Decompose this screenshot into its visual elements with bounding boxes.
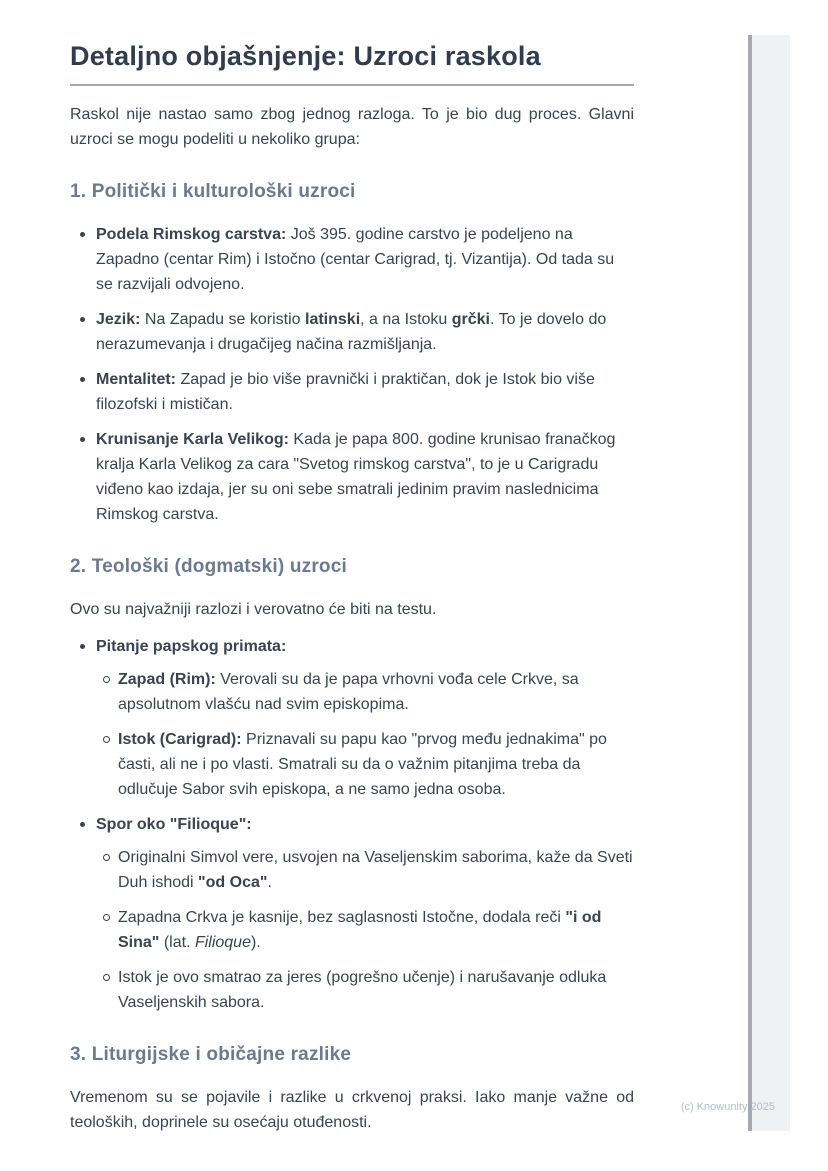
- bullet-shape: [80, 377, 85, 382]
- text-run: ).: [250, 934, 261, 951]
- list-item-text: [96, 634, 634, 802]
- circle-bullet-icon: [103, 845, 118, 895]
- bullet-shape: [80, 437, 85, 442]
- list-item-text: [118, 905, 634, 955]
- bullet-list: [70, 222, 634, 527]
- text-run: Još 395. godine carstvo je podeljeno na Zapadno (centar Rim) i Istočno (centar Carigrad, tj. Vizantija). Od tada su se razvijali odvojeno.: [96, 226, 615, 293]
- disc-bullet-icon: [80, 812, 96, 1015]
- text-run: Ovo su najvažniji razlozi i verovatno će biti na testu.: [70, 601, 437, 618]
- paragraph: [70, 102, 634, 152]
- text-run: Pitanje papskog primata:: [96, 638, 287, 655]
- page-edge-bar: [748, 35, 790, 1131]
- text-run: . To je dovelo do nerazumevanja i drugačijeg načina razmišljanja.: [96, 311, 607, 353]
- text-run: Spor oko "Filioque":: [96, 816, 252, 833]
- text-run: Raskol nije nastao samo zbog jednog razloga. To je bio dug proces. Glavni uzroci se mogu podeliti u nekoliko grupa:: [70, 106, 634, 148]
- text-run: latinski: [305, 311, 361, 328]
- text-run: Jezik:: [96, 311, 141, 328]
- text-run: Priznavali su papu kao "prvog među jednakima" po časti, ali ne i po vlasti. Smatrali su da o važnim pitanjima treba da odlučuje Sabor svih episkopa, a ne samo jedna osoba.: [118, 731, 607, 798]
- text-run: "od Oca": [198, 874, 268, 891]
- list-item-text: [118, 845, 634, 895]
- list-item: [80, 307, 634, 357]
- list-item-text: [96, 427, 634, 527]
- text-run: grčki: [451, 311, 490, 328]
- disc-bullet-icon: [80, 367, 96, 417]
- title-divider: [70, 84, 634, 86]
- section-heading: 3. Liturgijske i običajne razlike: [70, 1044, 352, 1065]
- sub-list-item: [103, 667, 634, 717]
- list-item-text: [96, 367, 634, 417]
- bullet-list: [70, 634, 634, 1015]
- list-item: [80, 367, 634, 417]
- bullet-shape: [80, 822, 85, 827]
- text-run: Mentalitet:: [96, 371, 176, 388]
- text-run: Zapad je bio više pravnički i praktičan, dok je Istok bio više filozofski i mističan.: [96, 371, 595, 413]
- text-run: Vremenom su se pojavile i razlike u crkvenoj praksi. Iako manje važne od teoloških, doprinele su osećaju otuđenosti.: [70, 1089, 634, 1131]
- circle-bullet-icon: [103, 667, 118, 717]
- circle-bullet-icon: [103, 905, 118, 955]
- bullet-shape: [80, 317, 85, 322]
- list-item-text: [96, 812, 634, 1015]
- text-run: Istok (Carigrad):: [118, 731, 242, 748]
- text-run: Na Zapadu se koristio: [140, 311, 305, 328]
- text-run: "i od Sina": [118, 909, 602, 951]
- list-item-text: [96, 222, 634, 297]
- section-heading: 1. Politički i kulturološki uzroci: [70, 181, 356, 202]
- list-item: [80, 427, 634, 527]
- list-item: [80, 222, 634, 297]
- list-item-text: [118, 667, 634, 717]
- sub-list-item: [103, 905, 634, 955]
- text-run: .: [267, 874, 272, 891]
- disc-bullet-icon: [80, 222, 96, 297]
- text-run: Zapadna Crkva je kasnije, bez saglasnosti Istočne, dodala reči: [118, 909, 566, 926]
- sub-list-item: [103, 845, 634, 895]
- text-run: Filioque: [194, 934, 251, 951]
- list-item-text: [118, 965, 634, 1015]
- circle-bullet-icon: [103, 727, 118, 802]
- bullet-shape: [80, 644, 85, 649]
- list-item: [80, 634, 634, 802]
- disc-bullet-icon: [80, 427, 96, 527]
- bullet-shape: [103, 676, 110, 683]
- text-run: (lat.: [159, 934, 195, 951]
- disc-bullet-icon: [80, 634, 96, 802]
- bullet-shape: [80, 232, 85, 237]
- text-run: Kada je papa 800. godine krunisao franačkog kralja Karla Velikog za cara "Svetog rimskog carstva", to je u Carigradu viđeno kao izdaja, jer su oni sebe smatrali jedinim pravim naslednicima Rimskog carstva.: [96, 431, 616, 523]
- text-run: Istok je ovo smatrao za jeres (pogrešno učenje) i narušavanje odluka Vaseljenskih sabora.: [118, 969, 607, 1011]
- bullet-shape: [103, 854, 110, 861]
- bullet-shape: [103, 736, 110, 743]
- text-run: Podela Rimskog carstva:: [96, 226, 287, 243]
- circle-bullet-icon: [103, 965, 118, 1015]
- copyright-watermark: (c) Knowunity 2025: [680, 1101, 775, 1113]
- text-run: Krunisanje Karla Velikog:: [96, 431, 289, 448]
- bullet-shape: [103, 914, 110, 921]
- disc-bullet-icon: [80, 307, 96, 357]
- text-run: Zapad (Rim):: [118, 671, 216, 688]
- sub-bullet-list: [96, 845, 634, 1015]
- list-item: [80, 812, 634, 1015]
- text-run: Originalni Simvol vere, usvojen na Vaseljenskim saborima, kaže da Sveti Duh ishodi: [118, 849, 633, 891]
- sub-list-item: [103, 965, 634, 1015]
- sub-list-item: [103, 727, 634, 802]
- document-title: Detaljno objašnjenje: Uzroci raskola: [70, 41, 541, 71]
- list-item-text: [118, 727, 634, 802]
- section-heading: 2. Teološki (dogmatski) uzroci: [70, 556, 347, 577]
- sub-bullet-list: [96, 667, 634, 802]
- text-run: Verovali su da je papa vrhovni vođa cele Crkve, sa apsolutnom vlašću nad svim episkopima.: [118, 671, 579, 713]
- list-item-text: [96, 307, 634, 357]
- paragraph: [70, 1085, 634, 1135]
- bullet-shape: [103, 974, 110, 981]
- paragraph: [70, 597, 634, 622]
- text-run: , a na Istoku: [360, 311, 452, 328]
- document-content: [70, 0, 634, 1135]
